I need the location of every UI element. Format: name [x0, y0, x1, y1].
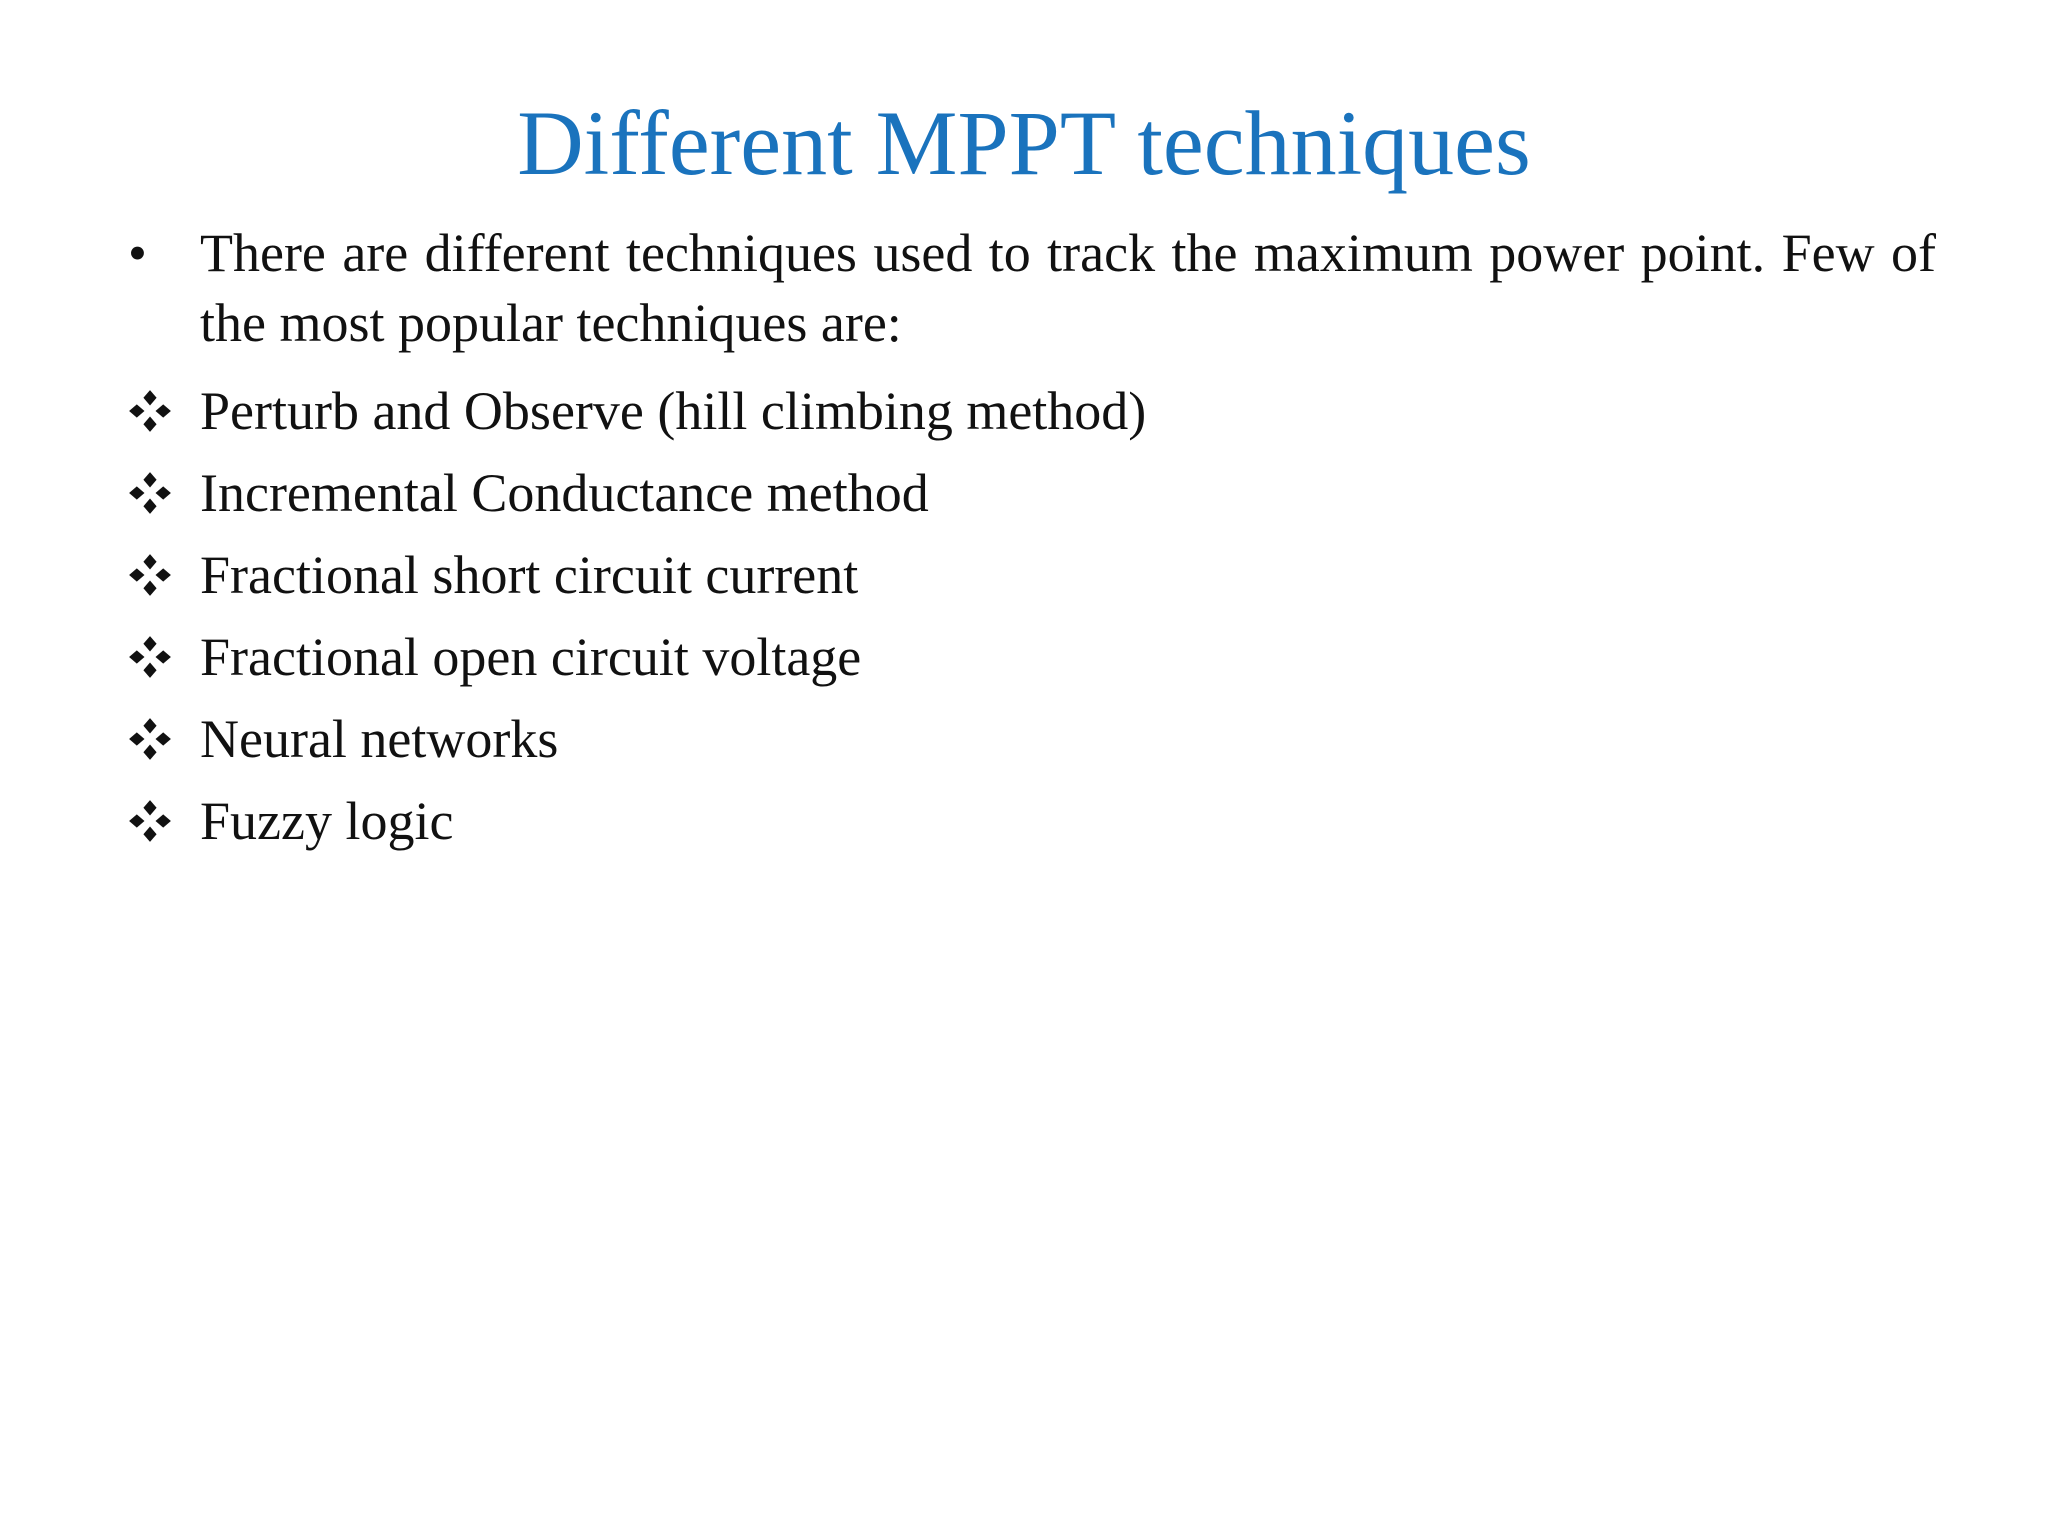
- intro-text: There are different techniques used to track the maximum power point. Few of the most popular techniques are:: [200, 223, 1936, 353]
- list-item-label: Fuzzy logic: [200, 791, 454, 851]
- list-item-label: Perturb and Observe (hill climbing method): [200, 381, 1147, 441]
- list-item-label: Incremental Conductance method: [200, 463, 929, 523]
- four-diamond-bullet-icon: [128, 370, 200, 452]
- slide-title: Different MPPT techniques: [517, 92, 1531, 194]
- list-item: [128, 698, 1936, 780]
- four-diamond-bullet-icon: [128, 534, 200, 616]
- list-item: [128, 370, 1936, 452]
- list-item-label: Fractional open circuit voltage: [200, 627, 862, 687]
- round-bullet-icon: •: [128, 223, 147, 283]
- technique-list: [128, 370, 1936, 862]
- intro-paragraph: [128, 218, 1936, 358]
- four-diamond-bullet-icon: [128, 452, 200, 534]
- slide-content: [128, 218, 1936, 862]
- four-diamond-bullet-icon: [128, 698, 200, 780]
- list-item-label: Neural networks: [200, 709, 559, 769]
- list-item: [128, 780, 1936, 862]
- list-item-label: Fractional short circuit current: [200, 545, 859, 605]
- list-item: [128, 616, 1936, 698]
- four-diamond-bullet-icon: [128, 780, 200, 862]
- list-item: [128, 452, 1936, 534]
- four-diamond-bullet-icon: [128, 616, 200, 698]
- list-item: [128, 534, 1936, 616]
